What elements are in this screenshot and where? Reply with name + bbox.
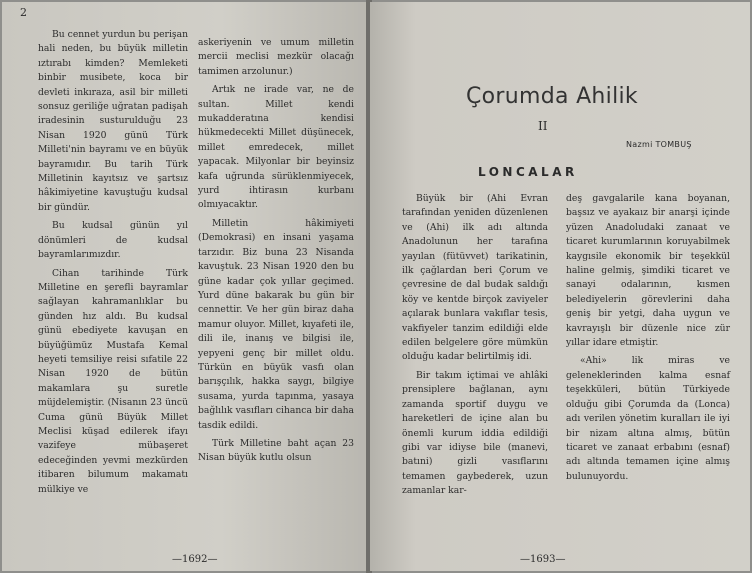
- left-column-2: [198, 36, 354, 466]
- paragraph: Cihan tarihinde Türk Milletine en şerefli bayramlar sağlayan kahramanlıklar bu günden hız aldı. Bu kudsal günü ebediyete kavuşan en büyüğümüz Mustafa Kemal heyeti temsiliye reisi sıfatile 22 Nisan 1920 de bütün makamlara şu suretle müjdelemiştir. (Nisanın 23 üncü Cuma günü Büyük Millet Meclisi küşad edilerek ifayı vazifeye mübaşeret edeceğinden yevmi mezkürden itibaren bilumum makamatı mülkiye ve: [38, 267, 188, 495]
- paragraph: Bir takım içtimai ve ahlâki prensiplere bağlanan, aynı zamanda sportif duygu ve hareketleri de içine alan bu önemli kurum iddia edildiği gibi var idiyse bile (manevi, batıni) gizli vasıflarını temamen gaybederek, uzun zamanlar kar-: [402, 369, 548, 497]
- paragraph: «Ahi» lik miras ve geleneklerinden kalma esnaf teşekküleri, bütün Türkiyede olduğu gibi Çorumda da (Lonca) adı verilen yönetim kuralları ile iyi bir nizam altına almış, bütün ticaret ve zanaat erbabını (esnaf) adı altında temamen içine almış bulunuyordu.: [566, 355, 730, 482]
- paragraph: Artık ne irade var, ne de sultan. Millet kendi mukadderatına kendisi hükmedecekti Millet düşünecek, millet emredecek, millet yapacak. Milyonlar bir beyinsiz kafa uğrunda sürüklenmiyecek, yurd ihtirasın kurbanı olmıyacaktır.: [198, 84, 354, 211]
- right-column-1: [402, 192, 548, 499]
- part-number: II: [538, 119, 548, 133]
- author-name: Nazmi TOMBUŞ: [626, 140, 692, 149]
- paragraph: deş gavgalarile kana boyanan, başsız ve ayakaız bir anarşi içinde yüzen Anadoludaki zanaat ve ticaret kurumlarının koruyabilmek kaygısile ekonomik bir teşekkül haline gelmiş, şimdiki ticaret ve sanayi odalarının, kısmen belediyelerin görevlerini daha geniş bir yetgi, daha uygun ve kavrayışlı bir düzenle nice zür yıllar idare etmiştir.: [566, 193, 730, 349]
- right-column-2: [566, 192, 730, 484]
- page-footer-number: —1693—: [520, 554, 566, 565]
- left-column-1: [38, 28, 188, 497]
- paragraph: Büyük bir (Ahi Evran tarafından yeniden düzenlenen ve (Ahi) ilk adı altında Anadolunun her tarafına yayılan (fütüvvet) tarikatinin, ilk çağlardan beri Çorum ve çevresine de dal budak saldığı köy ve kentde birçok zaviyeler açılarak bunlara vakıflar tesis, vakfiyeler tanzim edildiği elde edilen belgelere göre mümkün olduğu kadar belirtilmiş idi.: [402, 193, 548, 363]
- paragraph: askeriyenin ve umum milletin mercii meclisi mezkür olacağı tamimen arzolunur.): [198, 37, 354, 77]
- paragraph: Bu cennet yurdun bu perişan hali neden, bu büyük milletin ıztırabı kimden? Memleketi binbir musibete, koca bir devleti inkıraza, asil bir milleti sonsuz geriliğe uğratan padişah iradesinin susturulduğu 23 Nisan 1920 günü Türk Milleti'nin bayramı ve en büyük bayramıdır. Bu tarih Türk Milletinin kayıtsız ve şartsız hâkimiyetine kavuştuğu kudsal bir gündür.: [38, 29, 188, 213]
- section-heading: LONCALAR: [478, 165, 578, 179]
- paragraph: Bu kudsal günün yıl dönümleri de kudsal bayramlarımızdır.: [38, 220, 188, 261]
- page-number-top: 2: [20, 6, 27, 19]
- page-footer-number: —1692—: [172, 554, 218, 565]
- paragraph: Milletin hâkimiyeti (Demokrasi) en insani yaşama tarzıdır. Biz buna 23 Nisanda kavuştuk. 23 Nisan 1920 den bu güne kadar çok yıllar geçimed. Yurd düne bakarak bu gün bir cennettir. Ve her gün biraz daha mamur oluyor. Millet, kıyafeti ile, dili ile, inanış ve bilgisi ile, yepyeni genç bir millet oldu. Türkün en büyük vasfı olan barışçılık, hakka saygı, bilgiye susama, yurda tapınma, yasaya bağlılık vasıfları cihanca bir daha tasdik edildi.: [198, 217, 354, 431]
- paragraph: Türk Milletine baht açan 23 Nisan büyük kutlu olsun: [198, 437, 354, 464]
- right-page: [370, 2, 750, 571]
- article-title: Çorumda Ahilik: [466, 84, 638, 109]
- left-page: [2, 2, 368, 571]
